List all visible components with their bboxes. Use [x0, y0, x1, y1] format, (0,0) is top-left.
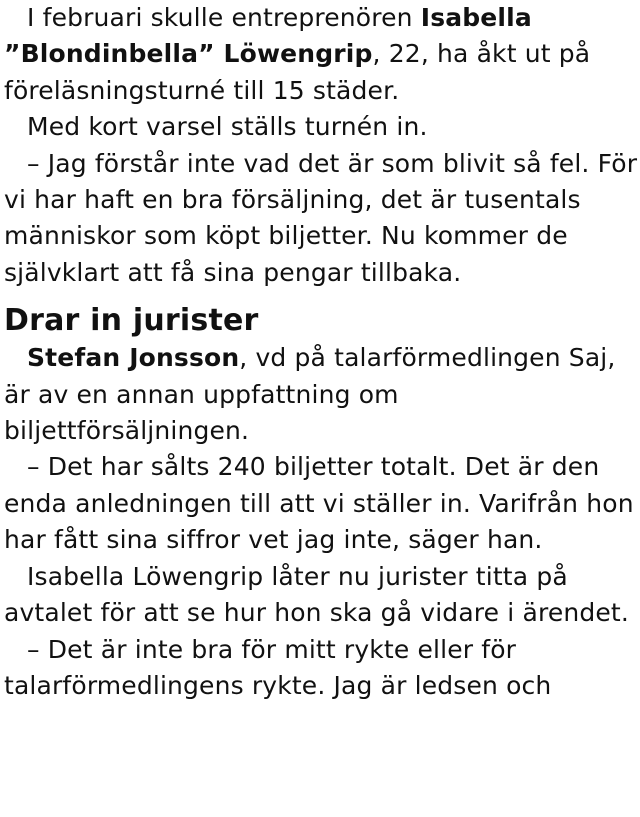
stefan-intro-tail-text: , vd på talarförmedlingen Saj, är av en annan uppfattning om biljettförsäljningen.	[4, 343, 616, 446]
paragraph-tour-cancelled: Med kort varsel ställs turnén in.	[27, 112, 428, 142]
paragraph-quote-reputation: – Det är inte bra för mitt rykte eller för talarförmedlingens rykte. Jag är ledsen och	[4, 634, 552, 700]
paragraph-lawyers: Isabella Löwengrip låter nu jurister titta på avtalet för att se hur hon ska gå vidare i ärendet.	[4, 561, 629, 628]
intro-tail-text: , 22, ha åkt ut på föreläsningsturné till 15 städer.	[4, 39, 591, 105]
paragraph-quote-isabella: – Jag förstår inte vad det är som blivit så fel. För vi har haft en bra försäljning, det är tusentals människor som köpt biljetter. Nu kommer de självklart att få sina pengar tillbaka.	[4, 148, 638, 287]
paragraph-intro	[0, 0, 640, 109]
person-name-isabella: Isabella ”Blondinbella” Löwengrip	[4, 3, 532, 69]
paragraph-quote-stefan: – Det har sålts 240 biljetter totalt. Det är den enda anledningen till att vi ställer in. Varifrån hon har fått sina siffror vet jag inte, säger han.	[4, 452, 634, 555]
subheading: Drar in jurister	[4, 303, 259, 339]
person-name-stefan: Stefan Jonsson	[27, 343, 240, 373]
bottom-edge	[0, 811, 640, 817]
paragraph-stefan-intro	[0, 340, 640, 449]
intro-lead-text: I februari skulle entreprenören	[27, 3, 421, 32]
